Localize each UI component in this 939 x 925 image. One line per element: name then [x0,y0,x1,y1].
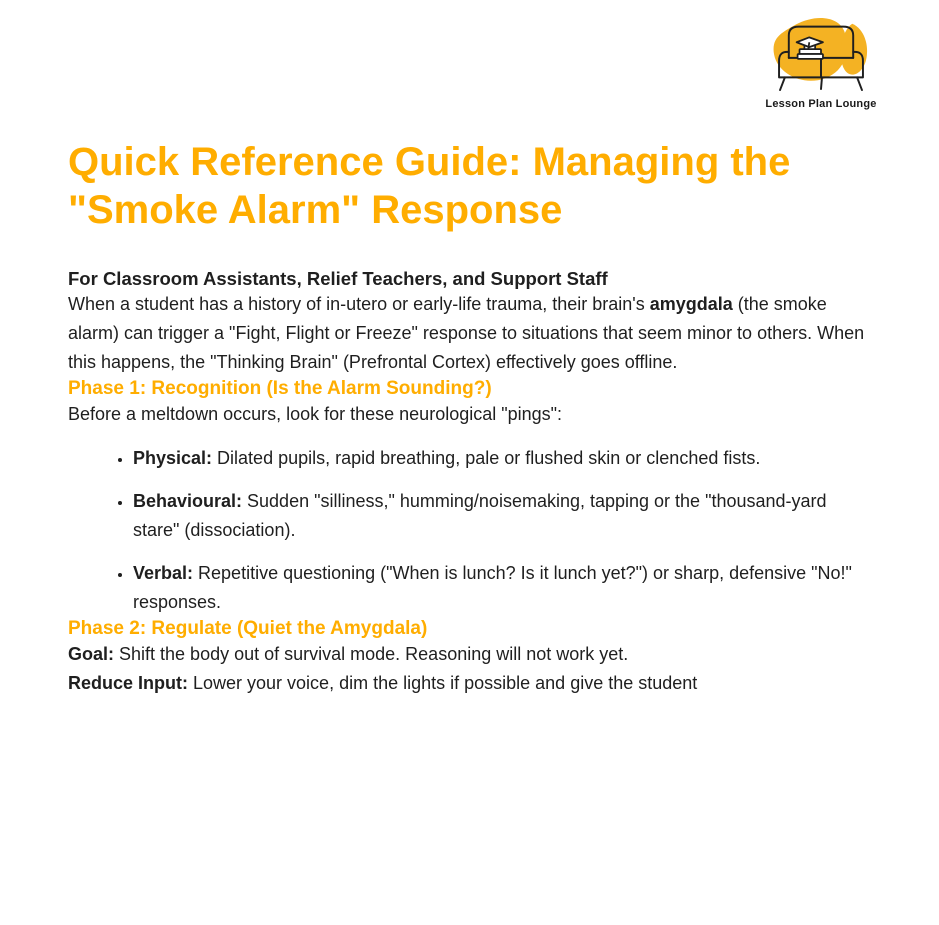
reduce-input-label: Reduce Input: [68,673,188,693]
bullet-text: Sudden "silliness," humming/noisemaking, tapping or the "thousand-yard stare" (dissociation). [133,491,827,540]
logo-caption: Lesson Plan Lounge [765,98,877,110]
subtitle: For Classroom Assistants, Relief Teachers, and Support Staff [68,268,608,289]
goal-label: Goal: [68,644,115,664]
reduce-input-text: Lower your voice, dim the lights if possible and give the student [188,673,698,693]
list-item-physical [133,444,872,473]
bullet-label: Verbal: [133,563,194,583]
reduce-input-paragraph [68,669,872,698]
intro-text-before: When a student has a history of in-utero or early-life trauma, their brain's [68,294,650,314]
list-item-behavioural [133,487,872,545]
bullet-label: Physical: [133,448,213,468]
bullet-text: Repetitive questioning ("When is lunch? Is it lunch yet?") or sharp, defensive "No!" responses. [133,563,852,612]
goal-text: Shift the body out of survival mode. Reasoning will not work yet. [114,644,629,664]
page-title: Quick Reference Guide: Managing the "Smoke Alarm" Response [68,140,791,232]
bullet-label: Behavioural: [133,491,243,511]
goal-paragraph [68,640,872,669]
phase1-lead: Before a meltdown occurs, look for these neurological "pings": [68,404,563,424]
intro-text-after: (the smoke alarm) can trigger a "Fight, Flight or Freeze" response to situations that seem minor to others. When this happens, the "Thinking Brain" (Prefrontal Cortex) effectively goes offline. [68,294,865,372]
pings-list [68,444,872,617]
document-body [68,0,872,698]
phase2-heading: Phase 2: Regulate (Quiet the Amygdala) [68,618,428,639]
intro-paragraph [68,290,872,377]
list-item-verbal [133,559,872,617]
intro-bold-amygdala: amygdala [649,294,733,314]
phase1-heading: Phase 1: Recognition (Is the Alarm Sounding?) [68,378,492,399]
bullet-text: Dilated pupils, rapid breathing, pale or flushed skin or clenched fists. [212,448,761,468]
